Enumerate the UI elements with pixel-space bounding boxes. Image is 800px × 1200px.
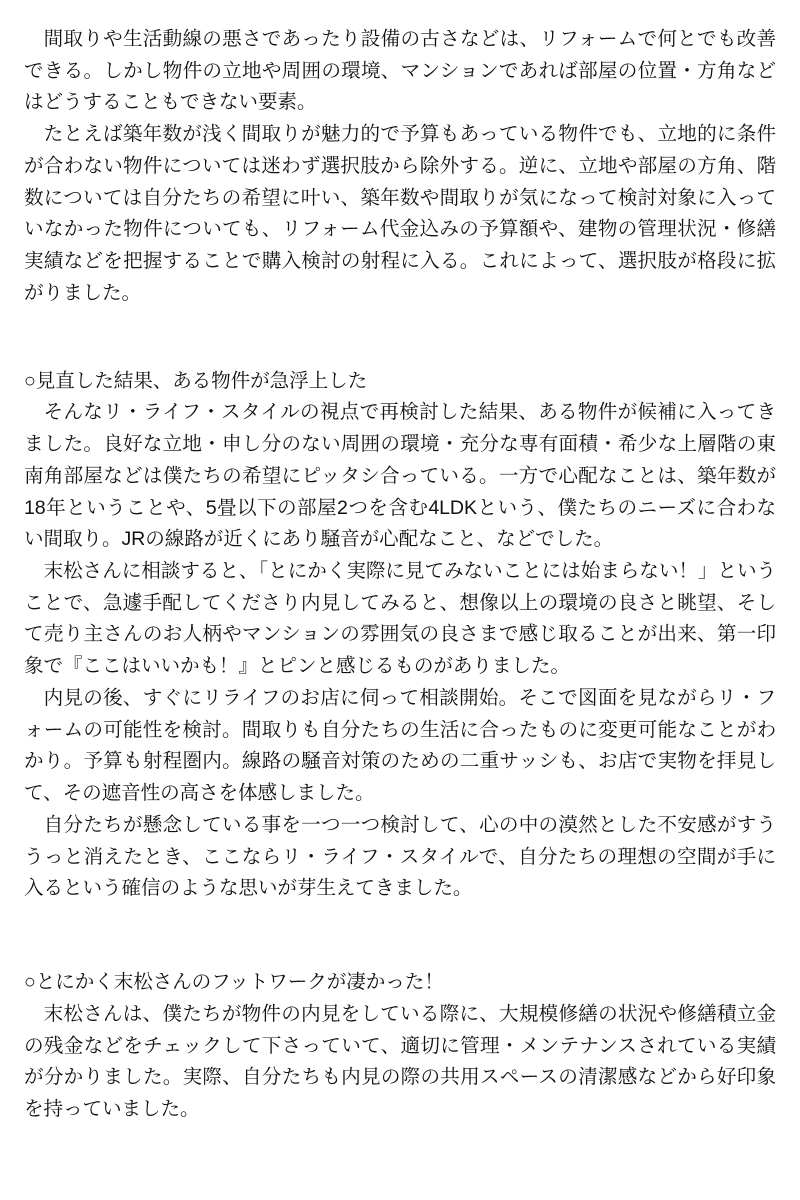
- heading-footwork: ○とにかく末松さんのフットワークが凄かった！: [24, 971, 444, 994]
- paragraph-confidence: 自分たちが懸念している事を一つ一つ検討して、心の中の漠然とした不安感がすううっと消えたとき、ここならリ・ライフ・スタイルで、自分たちの理想の空間が手に入るという確信のような思いが芽生えてきました。: [24, 813, 776, 900]
- paragraph-candidate-property: そんなリ・ライフ・スタイルの視点で再検討した結果、ある物件が候補に入ってきました。良好な立地・申し分のない周囲の環境・充分な専有面積・希少な上層階の東南角部屋などは僕たちの希望にピッタシ合っている。一方で心配なことは、築年数が18年ということや、5畳以下の部屋2つを含む4LDKという、僕たちのニーズに合わない間取り。JRの線路が近くにあり騒音が心配なこと、などでした。: [24, 401, 776, 551]
- paragraph-consultation: 内見の後、すぐにリライフのお店に伺って相談開始。そこで図面を見ながらリ・フォームの可能性を検討。間取りも自分たちの生活に合ったものに変更可能なことがわかり。予算も射程圏内。線路の騒音対策のための二重サッシも、お店で実物を拝見して、その遮音性の高さを体感しました。: [24, 686, 776, 805]
- paragraph-criteria: たとえば築年数が浅く間取りが魅力的で予算もあっている物件でも、立地的に条件が合わない物件については迷わず選択肢から除外する。逆に、立地や部屋の方角、階数については自分たちの希望に叶い、築年数や間取りが気になって検討対象に入っていなかった物件についても、リフォーム代金込みの予算額や、建物の管理状況・修繕実績などを把握することで購入検討の射程に入る。これによって、選択肢が格段に拡がりました。: [24, 123, 776, 304]
- paragraph-maintenance-check: 末松さんは、僕たちが物件の内見をしている際に、大規模修繕の状況や修繕積立金の残金などをチェックして下さっていて、適切に管理・メンテナンスされている実績が分かりました。実際、自分たちも内見の際の共用スペースの清潔感などから好印象を持っていました。: [24, 1002, 776, 1121]
- document-body: [24, 24, 776, 1126]
- section-spacer-1: [24, 310, 776, 366]
- paragraph-reform-intro: 間取りや生活動線の悪さであったり設備の古さなどは、リフォームで何とでも改善できる。しかし物件の立地や周囲の環境、マンションであれば部屋の位置・方角などはどうすることもできない要素。: [24, 28, 776, 114]
- section-spacer-2: [24, 905, 776, 967]
- paragraph-viewing-impression: 末松さんに相談すると、「とにかく実際に見てみないことには始まらない！」ということで、急遽手配してくださり内見してみると、想像以上の環境の良さと眺望、そして売り主さんのお人柄やマンションの雰囲気の良さまで感じ取ることが出来、第一印象で『ここはいいかも！』とピンと感じるものがありました。: [24, 560, 776, 678]
- heading-reconsider-result: ○見直した結果、ある物件が急浮上した: [24, 369, 368, 392]
